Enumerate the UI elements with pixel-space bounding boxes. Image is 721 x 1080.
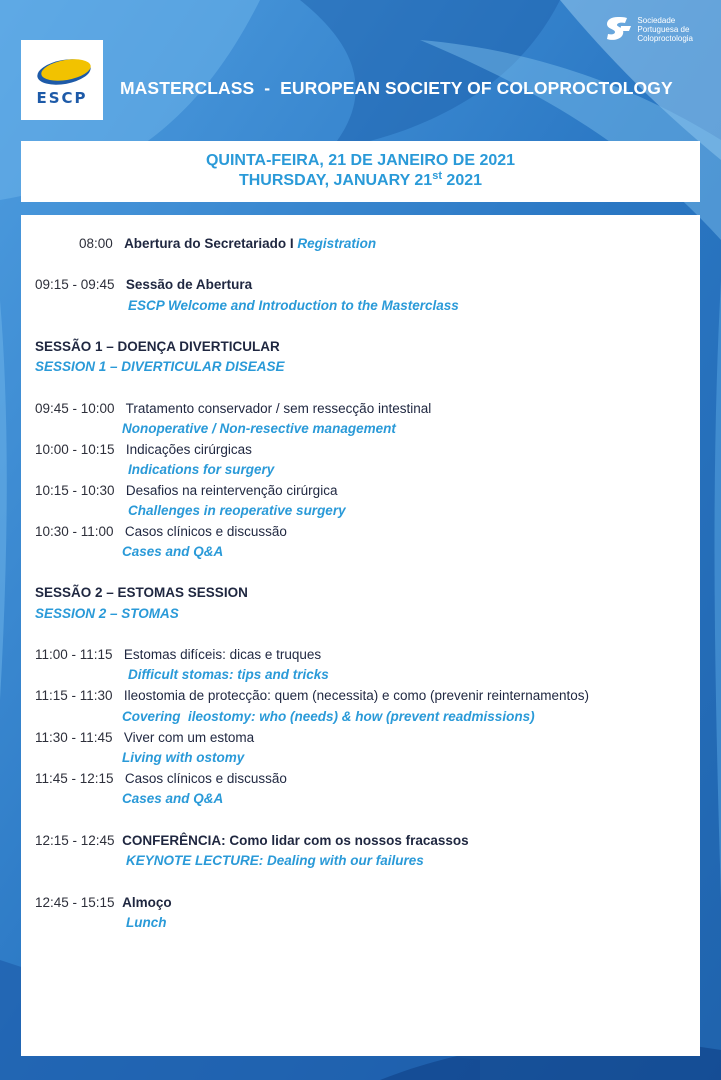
item-time: 11:15 - 11:30 bbox=[35, 688, 113, 703]
item-time: 09:45 - 10:00 bbox=[35, 401, 115, 416]
item-title: Indicações cirúrgicas bbox=[125, 442, 252, 457]
item-title-en: Living with ostomy bbox=[122, 750, 245, 765]
session-1-title-en: SESSION 1 – DIVERTICULAR DISEASE bbox=[35, 359, 285, 374]
item-title-en: Challenges in reoperative surgery bbox=[128, 503, 346, 518]
agenda-item bbox=[35, 442, 252, 458]
item-title: Abertura do Secretariado I bbox=[124, 236, 298, 251]
spc-line-3: Coloproctologia bbox=[637, 33, 693, 43]
item-title: Tratamento conservador / sem ressecção intestinal bbox=[125, 401, 432, 416]
session-2-title: SESSÃO 2 – ESTOMAS SESSION bbox=[35, 585, 248, 600]
item-time: 11:00 - 11:15 bbox=[35, 647, 113, 662]
item-title: Estomas difíceis: dicas e truques bbox=[123, 647, 322, 662]
item-time: 12:45 - 15:15 bbox=[35, 895, 115, 910]
item-title-en: Nonoperative / Non-resective management bbox=[122, 421, 396, 436]
item-title: Casos clínicos e discussão bbox=[124, 524, 287, 539]
escp-logo-text: ESCP bbox=[36, 89, 88, 107]
agenda-item bbox=[35, 401, 431, 417]
date-english bbox=[21, 171, 700, 191]
session-1-title: SESSÃO 1 – DOENÇA DIVERTICULAR bbox=[35, 339, 280, 354]
item-title-en: Registration bbox=[297, 236, 377, 251]
item-title-en: Lunch bbox=[126, 915, 167, 930]
agenda-item bbox=[35, 771, 287, 787]
item-title-en: ESCP Welcome and Introduction to the Masterclass bbox=[128, 298, 459, 313]
item-title: Desafios na reintervenção cirúrgica bbox=[125, 483, 338, 498]
item-title: CONFERÊNCIA: Como lidar com os nossos fracassos bbox=[122, 833, 469, 848]
page-title: MASTERCLASS - EUROPEAN SOCIETY OF COLOPROCTOLOGY bbox=[120, 78, 673, 98]
item-title-en: Covering ileostomy: who (needs) & how (prevent readmissions) bbox=[122, 709, 535, 724]
agenda-item bbox=[35, 688, 589, 704]
item-title: Almoço bbox=[122, 895, 172, 910]
agenda-item bbox=[35, 483, 337, 499]
item-time: 10:00 - 10:15 bbox=[35, 442, 115, 457]
item-title-en: Difficult stomas: tips and tricks bbox=[128, 667, 329, 682]
item-time: 11:45 - 12:15 bbox=[35, 771, 114, 786]
agenda-item bbox=[35, 524, 287, 540]
item-title-en: Indications for surgery bbox=[128, 462, 275, 477]
escp-logo bbox=[21, 40, 103, 120]
item-time: 10:30 - 11:00 bbox=[35, 524, 114, 539]
escp-ellipse-icon bbox=[21, 40, 103, 88]
date-english-text: THURSDAY, JANUARY 21 bbox=[238, 172, 433, 189]
item-time: 11:30 - 11:45 bbox=[35, 730, 113, 745]
date-portuguese: QUINTA-FEIRA, 21 DE JANEIRO DE 2021 bbox=[205, 152, 516, 169]
agenda-panel bbox=[21, 215, 700, 1056]
item-time: 09:15 - 09:45 bbox=[35, 277, 115, 292]
item-time: 10:15 - 10:30 bbox=[35, 483, 115, 498]
date-english-year: 2021 bbox=[441, 172, 483, 189]
item-title: Casos clínicos e discussão bbox=[124, 771, 287, 786]
date-ordinal: st bbox=[432, 170, 442, 182]
item-title: Sessão de Abertura bbox=[125, 277, 253, 292]
agenda-item-lunch bbox=[35, 895, 172, 911]
date-banner bbox=[21, 141, 700, 202]
item-time: 12:15 - 12:45 bbox=[35, 833, 115, 848]
item-time: 08:00 bbox=[79, 236, 113, 251]
agenda-item bbox=[35, 647, 321, 663]
agenda-item-keynote bbox=[35, 833, 469, 849]
item-title: Viver com um estoma bbox=[123, 730, 255, 745]
item-title-en: Cases and Q&A bbox=[122, 791, 224, 806]
agenda-item bbox=[35, 730, 254, 746]
spc-line-1: Sociedade bbox=[637, 15, 676, 25]
agenda-item-opening bbox=[35, 277, 252, 293]
item-title-en: Cases and Q&A bbox=[122, 544, 224, 559]
spc-logo bbox=[603, 14, 693, 44]
spc-line-2: Portuguesa de bbox=[637, 24, 690, 34]
spc-logo-icon bbox=[603, 14, 633, 44]
item-title: Ileostomia de protecção: quem (necessita) e como (prevenir reinternamentos) bbox=[123, 688, 590, 703]
item-title-en: KEYNOTE LECTURE: Dealing with our failures bbox=[126, 853, 424, 868]
agenda-item-registration bbox=[79, 236, 376, 252]
session-2-title-en: SESSION 2 – STOMAS bbox=[35, 606, 179, 621]
